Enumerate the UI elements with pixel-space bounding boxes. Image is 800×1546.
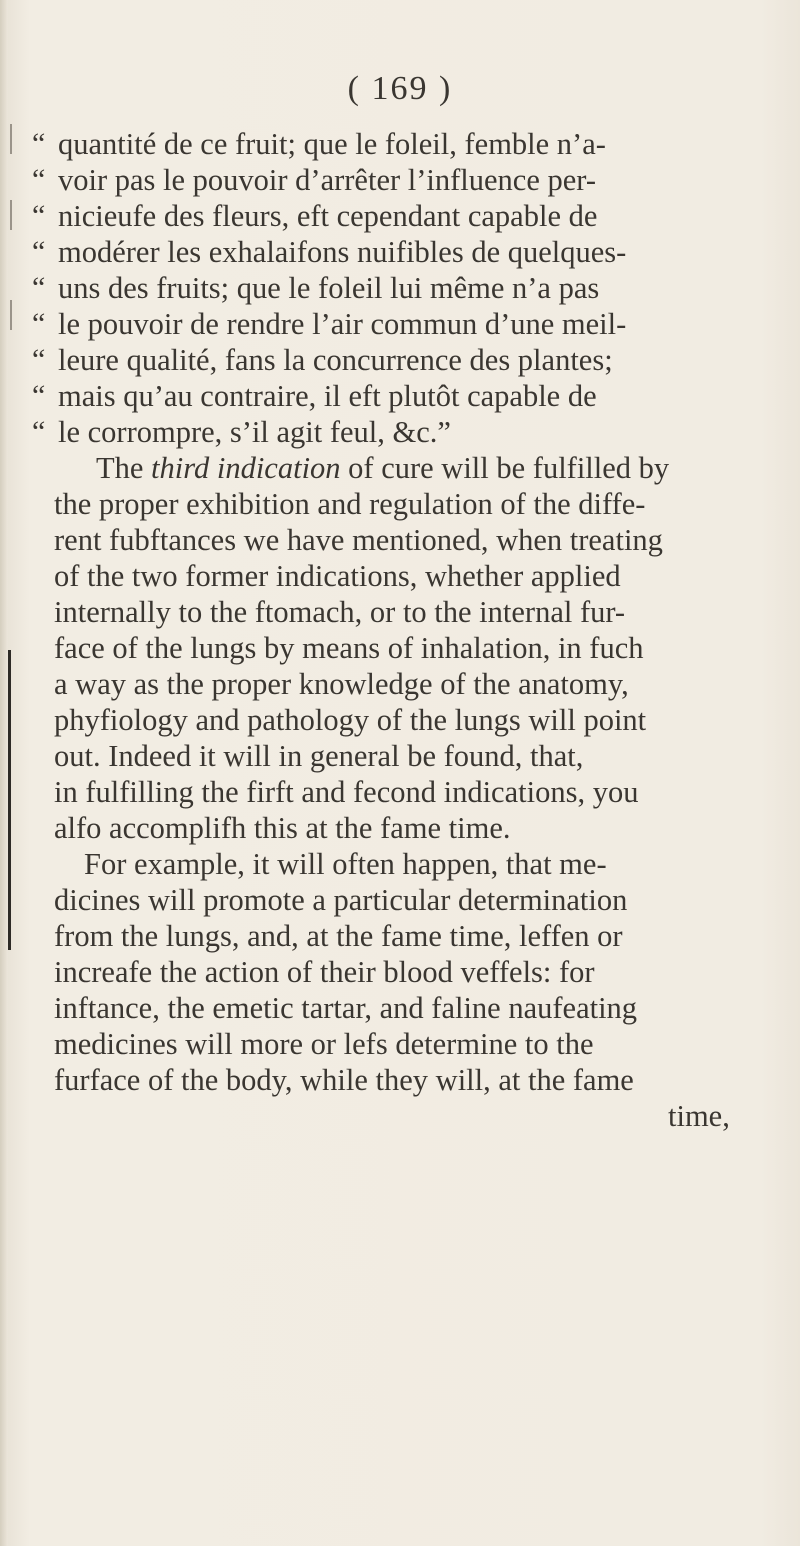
margin-mark — [10, 124, 12, 154]
text-line: internally to the ftomach, or to the internal fur- — [54, 595, 626, 629]
line-text: mais qu’au contraire, il eft plutôt capable de — [58, 379, 597, 413]
quote-mark: “ — [32, 163, 46, 196]
text-line: rent fubftances we have mentioned, when treating — [54, 523, 663, 557]
text-line: medicines will more or lefs determine to the — [54, 1027, 594, 1061]
line-text-suffix: of cure will be fulfilled by — [340, 451, 670, 485]
text-line: face of the lungs by means of inhalation, in fuch — [54, 631, 644, 665]
italic-phrase: third indication — [151, 451, 341, 485]
line-text-prefix: The — [96, 451, 152, 485]
quote-mark: “ — [32, 415, 46, 448]
quote-mark: “ — [32, 127, 46, 160]
text-line: in fulfilling the firft and fecond indications, you — [54, 775, 639, 809]
text-line: furface of the body, while they will, at the fame — [54, 1063, 634, 1097]
text-line: the proper exhibition and regulation of the diffe- — [54, 487, 646, 521]
margin-rule — [8, 650, 11, 950]
quote-mark: “ — [32, 307, 46, 340]
quote-mark: “ — [32, 235, 46, 268]
margin-mark — [10, 200, 12, 230]
quote-mark: “ — [32, 379, 46, 412]
line-text: uns des fruits; que le foleil lui même n’a pas — [58, 271, 600, 305]
quote-mark: “ — [32, 343, 46, 376]
page-number-header: ( 169 ) — [347, 70, 453, 107]
text-line: dicines will promote a particular determination — [54, 883, 628, 917]
text-line: increafe the action of their blood veffels: for — [54, 955, 595, 989]
binding-edge — [0, 0, 8, 1546]
text-line: of the two former indications, whether applied — [54, 559, 621, 593]
line-text: le pouvoir de rendre l’air commun d’une meil- — [58, 307, 627, 341]
line-text: quantité de ce fruit; que le foleil, femble n’a- — [58, 127, 606, 161]
text-line — [96, 448, 669, 488]
quote-mark: “ — [32, 271, 46, 304]
line-text: leure qualité, fans la concurrence des plantes; — [58, 343, 613, 377]
line-text: modérer les exhalaifons nuifibles de quelques- — [58, 235, 627, 269]
text-line: alfo accomplifh this at the fame time. — [54, 811, 511, 845]
line-text: nicieufe des fleurs, eft cependant capable de — [58, 199, 598, 233]
catchword: time, — [668, 1099, 730, 1133]
text-line: phyfiology and pathology of the lungs will point — [54, 703, 647, 737]
quote-mark: “ — [32, 199, 46, 232]
text-line: from the lungs, and, at the fame time, leffen or — [54, 919, 623, 953]
text-line: a way as the proper knowledge of the anatomy, — [54, 667, 629, 701]
text-line: out. Indeed it will in general be found, that, — [54, 739, 584, 773]
line-text: le corrompre, s’il agit feul, &c.” — [58, 415, 451, 449]
line-text: voir pas le pouvoir d’arrêter l’influence per- — [58, 163, 596, 197]
margin-mark — [10, 300, 12, 330]
text-line: inftance, the emetic tartar, and faline naufeating — [54, 991, 638, 1025]
text-line: For example, it will often happen, that me- — [84, 847, 607, 881]
